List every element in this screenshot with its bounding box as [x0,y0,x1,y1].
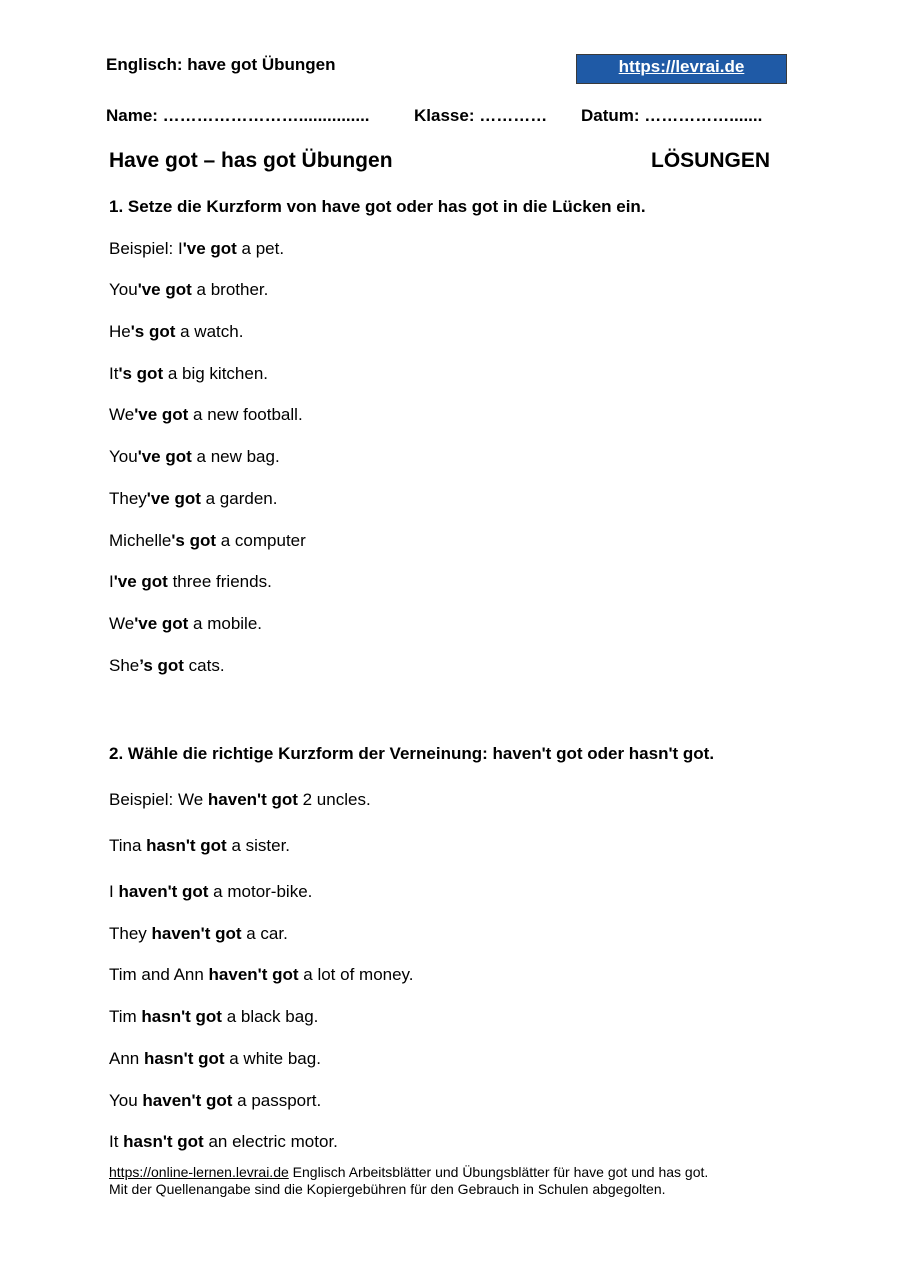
exercise1-sentence [109,280,268,300]
sentence-answer: hasn't got [143,1049,225,1068]
header-url-link[interactable]: https://levrai.de [618,57,745,76]
exercise1-sentence [109,447,280,467]
sentence-pre: They [109,924,152,943]
footer-line-1 [109,1164,708,1181]
sentence-answer: hasn't got [141,1007,222,1026]
sentence-answer: 've got [182,239,237,258]
sentence-pre: We [109,405,135,424]
exercise2-sentence [109,836,290,856]
sentence-post: a mobile. [188,614,263,633]
sentence-post: a lot of money. [298,965,414,984]
sentence-pre: Ann [109,1049,144,1068]
footer [109,1164,708,1198]
exercise2-sentence [109,790,371,810]
page-title: Have got – has got Übungen [109,149,393,172]
footer-link[interactable]: https://online-lernen.levrai.de [109,1164,289,1180]
exercise1-sentence [109,322,243,342]
sentence-answer: 've got [137,447,192,466]
sentence-post: a garden. [200,489,278,508]
exercise1-sentence [109,405,303,425]
sentence-answer: haven't got [151,924,242,943]
sentence-pre: Tim [109,1007,142,1026]
exercise2-sentence [109,1007,318,1027]
sentence-post: a sister. [226,836,291,855]
sentence-post: an electric motor. [203,1132,338,1151]
sentence-pre: We [109,614,135,633]
exercise2-sentence [109,965,414,985]
exercise1-sentence [109,656,225,676]
sentence-answer: haven't got [118,882,209,901]
sentence-answer: 've got [146,489,201,508]
datum-field-label: Datum: ……………....... [581,106,763,125]
sentence-post: a big kitchen. [163,364,269,383]
sentence-post: a watch. [175,322,244,341]
sentence-post: a new football. [188,405,303,424]
sentence-pre: Tina [109,836,147,855]
exercise1-sentence [109,489,277,509]
sentence-pre: You [109,280,138,299]
solutions-label: LÖSUNGEN [651,149,771,172]
sentence-answer: ’s got [139,656,184,675]
sentence-pre: It [109,364,119,383]
sentence-post: 2 uncles. [297,790,371,809]
sentence-post: a computer [216,531,306,550]
sentence-post: three friends. [167,572,272,591]
exercise1-sentence [109,614,262,634]
sentence-pre: You [109,447,138,466]
exercise1-instruction: 1. Setze die Kurzform von have got oder has got in die Lücken ein. [109,197,646,216]
exercise2-sentence [109,1049,321,1069]
sentence-answer: 've got [137,280,192,299]
sentence-post: a brother. [191,280,269,299]
sentence-post: cats. [183,656,225,675]
exercise2-sentence [109,882,312,902]
sentence-post: a motor-bike. [208,882,313,901]
sentence-post: a pet. [236,239,285,258]
sentence-answer: haven't got [207,790,298,809]
exercise2-instruction: 2. Wähle die richtige Kurzform der Verneinung: haven't got oder hasn't got. [109,744,715,763]
exercise2-sentence [109,1091,321,1111]
sentence-pre: It [109,1132,124,1151]
header-title: Englisch: have got Übungen [106,55,336,74]
sentence-pre: They [109,489,147,508]
sentence-post: a new bag. [191,447,280,466]
header-url-box [576,54,787,84]
footer-line-2: Mit der Quellenangabe sind die Kopiergebühren für den Gebrauch in Schulen abgegolten. [109,1181,666,1197]
sentence-pre: Tim and Ann [109,965,209,984]
sentence-pre: She [109,656,140,675]
sentence-answer: haven't got [142,1091,233,1110]
exercise2-sentence [109,924,288,944]
sentence-post: a car. [241,924,288,943]
klasse-field-label: Klasse: ………… [414,106,548,125]
sentence-answer: 's got [118,364,164,383]
exercise1-sentence [109,239,284,259]
exercise1-sentence [109,572,272,592]
sentence-post: a passport. [232,1091,322,1110]
exercise2-sentence [109,1132,338,1152]
sentence-answer: 's got [171,531,217,550]
sentence-pre: I [109,572,114,591]
sentence-answer: haven't got [208,965,299,984]
exercise1-sentence [109,531,306,551]
sentence-pre: Beispiel: I [109,239,183,258]
sentence-pre: Beispiel: We [109,790,208,809]
sentence-pre: I [109,882,119,901]
sentence-answer: hasn't got [146,836,227,855]
sentence-answer: hasn't got [123,1132,204,1151]
sentence-answer: 's got [130,322,176,341]
sentence-answer: 've got [113,572,168,591]
sentence-post: a white bag. [224,1049,321,1068]
exercise1-sentence [109,364,268,384]
sentence-pre: He [109,322,131,341]
sentence-pre: Michelle [109,531,172,550]
name-field-label: Name: ……………………............... [106,106,370,125]
sentence-answer: 've got [134,405,189,424]
footer-line-1-text: Englisch Arbeitsblätter und Übungsblätter für have got und has got. [288,1164,709,1180]
sentence-answer: 've got [134,614,189,633]
sentence-post: a black bag. [221,1007,319,1026]
sentence-pre: You [109,1091,143,1110]
